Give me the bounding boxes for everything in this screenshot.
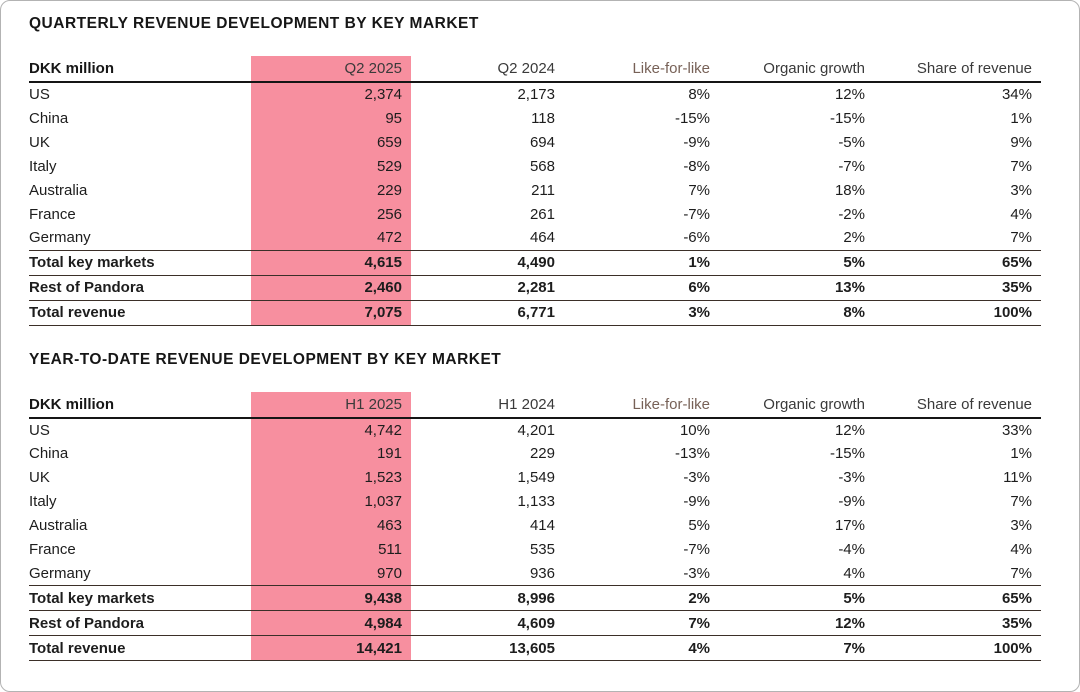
column-header: Organic growth bbox=[719, 392, 874, 418]
value-cell: 10% bbox=[679, 421, 710, 439]
value-cell: 4% bbox=[564, 636, 719, 661]
value-cell: 14,421 bbox=[251, 636, 411, 661]
value-cell: 1,133 bbox=[517, 493, 555, 510]
column-header: H1 2024 bbox=[411, 392, 564, 418]
market-label: US bbox=[29, 86, 50, 103]
quarterly-table-title: QUARTERLY REVENUE DEVELOPMENT BY KEY MARKET bbox=[29, 15, 479, 32]
value-cell: -9% bbox=[838, 493, 865, 510]
value-cell: 261 bbox=[529, 205, 555, 223]
header-row bbox=[29, 56, 1041, 82]
value-cell: 3% bbox=[1010, 181, 1032, 199]
value-cell: 9% bbox=[1010, 133, 1032, 151]
column-header: Like-for-like bbox=[564, 56, 719, 82]
value-cell: 17% bbox=[834, 517, 865, 534]
value-cell: 472 bbox=[251, 226, 411, 250]
value-cell: 4,984 bbox=[251, 611, 411, 636]
value-cell: 2,173 bbox=[517, 86, 555, 103]
column-header: Share of revenue bbox=[874, 56, 1041, 82]
value-cell: 463 bbox=[251, 514, 411, 538]
value-cell: 1,549 bbox=[517, 469, 555, 486]
column-header: Like-for-like bbox=[564, 392, 719, 418]
value-cell: -6% bbox=[683, 229, 710, 247]
value-cell: 3% bbox=[1010, 517, 1032, 534]
market-label: China bbox=[29, 445, 69, 462]
value-cell: -5% bbox=[838, 133, 865, 151]
value-cell: -9% bbox=[683, 493, 710, 510]
value-cell: 464 bbox=[529, 229, 555, 247]
value-cell: -8% bbox=[683, 157, 710, 175]
value-cell: 2,374 bbox=[251, 82, 411, 106]
value-cell: 229 bbox=[529, 445, 555, 462]
value-cell: -7% bbox=[683, 205, 710, 223]
market-label: Australia bbox=[29, 181, 88, 199]
value-cell: 13% bbox=[719, 275, 874, 300]
value-cell: 6% bbox=[564, 275, 719, 300]
market-label: Italy bbox=[29, 493, 57, 510]
value-cell: 12% bbox=[719, 611, 874, 636]
market-label: Rest of Pandora bbox=[29, 611, 251, 636]
value-cell: -3% bbox=[683, 564, 710, 582]
value-cell: 2,460 bbox=[251, 275, 411, 300]
value-cell: 12% bbox=[834, 86, 865, 103]
value-cell: 2% bbox=[564, 586, 719, 611]
market-label: China bbox=[29, 109, 69, 127]
total-row bbox=[29, 636, 1041, 661]
market-row bbox=[29, 178, 1041, 202]
value-cell: 2% bbox=[843, 229, 865, 247]
market-row bbox=[29, 466, 1041, 490]
value-cell: 65% bbox=[874, 250, 1041, 275]
column-header: H1 2025 bbox=[251, 392, 411, 418]
value-cell: -7% bbox=[683, 541, 710, 558]
value-cell: 4% bbox=[843, 564, 865, 582]
ytd-revenue-section bbox=[29, 351, 1039, 662]
ytd-table-title: YEAR-TO-DATE REVENUE DEVELOPMENT BY KEY MARKET bbox=[29, 350, 502, 368]
value-cell: 191 bbox=[251, 442, 411, 466]
ytd-revenue-table bbox=[29, 392, 1041, 662]
market-label: US bbox=[29, 421, 50, 439]
value-cell: 3% bbox=[564, 300, 719, 325]
market-label: Australia bbox=[29, 517, 88, 534]
market-label: France bbox=[29, 205, 76, 223]
value-cell: 35% bbox=[874, 611, 1041, 636]
value-cell: 12% bbox=[834, 421, 865, 439]
value-cell: 118 bbox=[531, 109, 555, 127]
value-cell: 4,490 bbox=[411, 250, 564, 275]
market-label: Total revenue bbox=[29, 300, 251, 325]
market-row bbox=[29, 130, 1041, 154]
value-cell: 7% bbox=[1010, 157, 1032, 175]
value-cell: 256 bbox=[251, 202, 411, 226]
value-cell: 1,037 bbox=[251, 490, 411, 514]
value-cell: 9,438 bbox=[251, 586, 411, 611]
quarterly-revenue-section bbox=[29, 15, 1039, 326]
column-header: Share of revenue bbox=[874, 392, 1041, 418]
value-cell: 8% bbox=[688, 86, 710, 103]
value-cell: 18% bbox=[834, 181, 865, 199]
market-label: UK bbox=[29, 469, 50, 486]
value-cell: -3% bbox=[838, 469, 865, 486]
market-row bbox=[29, 538, 1041, 562]
value-cell: 7,075 bbox=[251, 300, 411, 325]
market-row bbox=[29, 226, 1041, 250]
value-cell: 1% bbox=[1010, 109, 1032, 127]
unit-label-header: DKK million bbox=[29, 392, 251, 418]
value-cell: 8,996 bbox=[411, 586, 564, 611]
value-cell: 5% bbox=[688, 517, 710, 534]
total-row bbox=[29, 611, 1041, 636]
market-row bbox=[29, 562, 1041, 586]
column-header: Organic growth bbox=[719, 56, 874, 82]
value-cell: 6,771 bbox=[411, 300, 564, 325]
market-label: Germany bbox=[29, 229, 91, 247]
value-cell: 936 bbox=[529, 564, 555, 582]
value-cell: 211 bbox=[531, 181, 555, 199]
value-cell: 13,605 bbox=[411, 636, 564, 661]
market-label: Germany bbox=[29, 564, 91, 582]
value-cell: -2% bbox=[838, 205, 865, 223]
market-label: France bbox=[29, 541, 76, 558]
value-cell: 2,281 bbox=[411, 275, 564, 300]
value-cell: 535 bbox=[529, 541, 555, 558]
market-row bbox=[29, 514, 1041, 538]
value-cell: 1% bbox=[564, 250, 719, 275]
value-cell: 7% bbox=[1010, 229, 1032, 247]
quarterly-revenue-table bbox=[29, 56, 1041, 326]
market-row bbox=[29, 418, 1041, 442]
value-cell: 4,615 bbox=[251, 250, 411, 275]
unit-label-header: DKK million bbox=[29, 56, 251, 82]
value-cell: 34% bbox=[1001, 86, 1032, 103]
header-row bbox=[29, 392, 1041, 418]
value-cell: 7% bbox=[564, 611, 719, 636]
value-cell: -15% bbox=[829, 109, 865, 127]
value-cell: 65% bbox=[874, 586, 1041, 611]
value-cell: 1% bbox=[1010, 445, 1032, 462]
market-label: Total key markets bbox=[29, 250, 251, 275]
value-cell: -13% bbox=[674, 445, 710, 462]
market-row bbox=[29, 202, 1041, 226]
value-cell: 95 bbox=[251, 106, 411, 130]
market-label: Total revenue bbox=[29, 636, 251, 661]
total-row bbox=[29, 300, 1041, 325]
value-cell: 1,523 bbox=[251, 466, 411, 490]
value-cell: 33% bbox=[1001, 421, 1032, 439]
value-cell: 7% bbox=[1010, 564, 1032, 582]
column-header: Q2 2024 bbox=[411, 56, 564, 82]
market-label: Rest of Pandora bbox=[29, 275, 251, 300]
value-cell: 5% bbox=[719, 250, 874, 275]
value-cell: 4% bbox=[1010, 205, 1032, 223]
market-label: Italy bbox=[29, 157, 57, 175]
value-cell: -4% bbox=[838, 541, 865, 558]
value-cell: -15% bbox=[674, 109, 710, 127]
value-cell: 659 bbox=[251, 130, 411, 154]
value-cell: 4,201 bbox=[517, 421, 555, 439]
value-cell: -15% bbox=[829, 445, 865, 462]
value-cell: 414 bbox=[529, 517, 555, 534]
market-label: UK bbox=[29, 133, 50, 151]
column-header: Q2 2025 bbox=[251, 56, 411, 82]
value-cell: 5% bbox=[719, 586, 874, 611]
market-row bbox=[29, 82, 1041, 106]
value-cell: 529 bbox=[251, 154, 411, 178]
total-row bbox=[29, 586, 1041, 611]
value-cell: -7% bbox=[838, 157, 865, 175]
market-row bbox=[29, 154, 1041, 178]
value-cell: 568 bbox=[529, 157, 555, 175]
value-cell: -3% bbox=[683, 469, 710, 486]
market-row bbox=[29, 442, 1041, 466]
value-cell: 694 bbox=[529, 133, 555, 151]
total-row bbox=[29, 275, 1041, 300]
value-cell: 7% bbox=[719, 636, 874, 661]
value-cell: 11% bbox=[1003, 469, 1032, 486]
value-cell: 35% bbox=[874, 275, 1041, 300]
value-cell: -9% bbox=[683, 133, 710, 151]
value-cell: 229 bbox=[251, 178, 411, 202]
value-cell: 8% bbox=[719, 300, 874, 325]
value-cell: 511 bbox=[251, 538, 411, 562]
value-cell: 4% bbox=[1010, 541, 1032, 558]
value-cell: 4,609 bbox=[411, 611, 564, 636]
value-cell: 970 bbox=[251, 562, 411, 586]
market-label: Total key markets bbox=[29, 586, 251, 611]
market-row bbox=[29, 490, 1041, 514]
value-cell: 4,742 bbox=[251, 418, 411, 442]
value-cell: 7% bbox=[688, 181, 710, 199]
total-row bbox=[29, 250, 1041, 275]
value-cell: 100% bbox=[874, 636, 1041, 661]
value-cell: 7% bbox=[1010, 493, 1032, 510]
market-row bbox=[29, 106, 1041, 130]
value-cell: 100% bbox=[874, 300, 1041, 325]
